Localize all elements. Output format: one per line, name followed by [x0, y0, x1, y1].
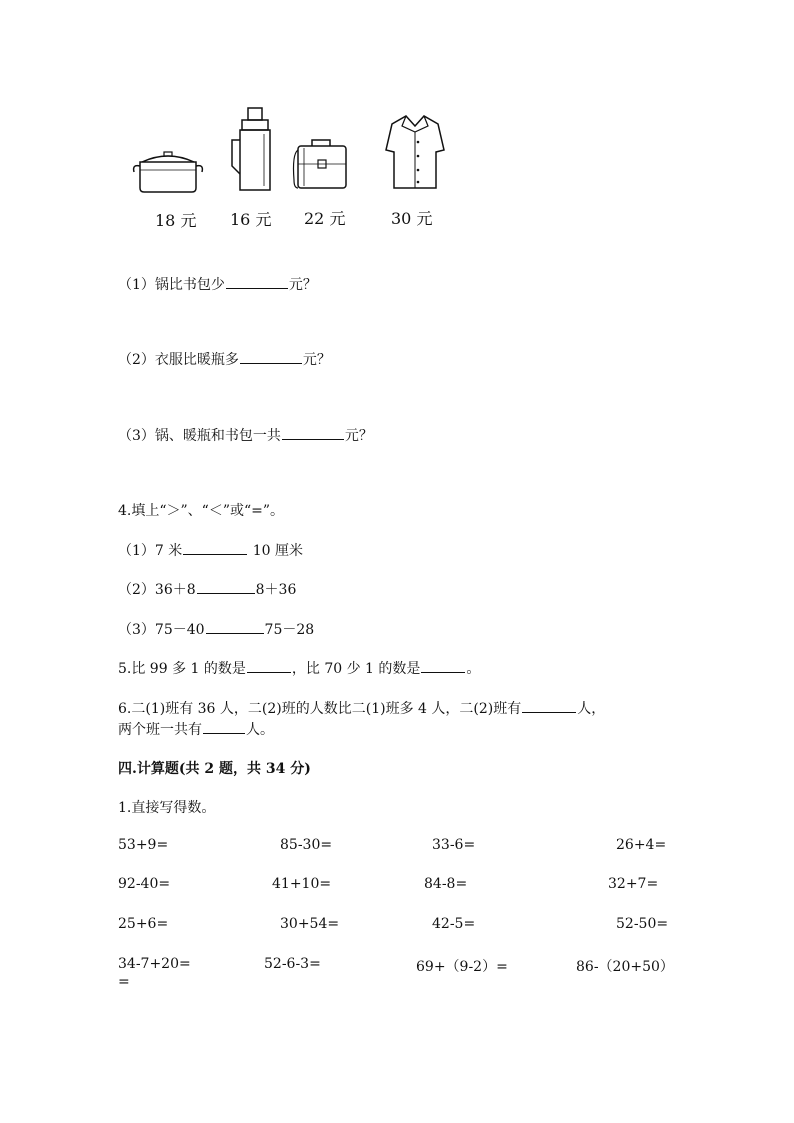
q6-line2	[118, 719, 274, 739]
calc-item: 53+9=	[118, 837, 169, 853]
q3-sub1	[118, 274, 317, 294]
thermos-price: 16 元	[230, 210, 272, 229]
calc-item: 52-6-3=	[264, 956, 321, 972]
q6-text-1: 6.二(1)班有 36 人，二(2)班的人数比二(1)班多 4 人，二(2)班有	[118, 701, 522, 717]
q3-sub2	[118, 349, 331, 369]
calc-item: 34-7+20=	[118, 956, 191, 972]
q4-sub3	[118, 619, 314, 639]
calc-item-wrap: =	[118, 974, 130, 990]
calc-item: 85-30=	[280, 837, 333, 853]
calc-item: 69+（9-2）=	[416, 959, 508, 975]
calc-item: 30+54=	[280, 916, 340, 932]
calc-item: 32+7=	[608, 876, 659, 892]
q5-text-2: ，比 70 少 1 的数是	[291, 661, 421, 677]
q4-sub2-left: （2）36＋8	[118, 582, 196, 598]
shirt-price: 30 元	[391, 209, 433, 228]
q5	[118, 658, 480, 678]
q3-sub2-text: （2）衣服比暖瓶多	[118, 352, 239, 368]
q6-text-4: 人。	[246, 722, 274, 738]
q4-sub1-right: 10 厘米	[248, 543, 303, 559]
section-title: 四.计算题(共 2 题，共 34 分)	[118, 761, 311, 777]
q5-text-3: 。	[466, 661, 481, 677]
q4-sub3-right: 75－28	[264, 622, 315, 638]
answer-blank[interactable]	[197, 579, 255, 594]
answer-blank[interactable]	[206, 619, 264, 634]
answer-blank[interactable]	[183, 540, 247, 555]
calc-item: 92-40=	[118, 876, 171, 892]
q3-sub2-unit: 元？	[302, 352, 331, 368]
calc-item: 41+10=	[272, 876, 332, 892]
calc-item: 26+4=	[616, 837, 667, 853]
answer-blank[interactable]	[240, 349, 302, 364]
calc-item: 25+6=	[118, 916, 169, 932]
q6-text-3: 两个班一共有	[118, 722, 202, 738]
bag-icon	[292, 136, 350, 192]
q5-text-1: 5.比 99 多 1 的数是	[118, 661, 246, 677]
q3-sub3	[118, 425, 373, 445]
q3-sub1-unit: 元？	[288, 277, 317, 293]
answer-blank[interactable]	[226, 274, 288, 289]
thermos-icon	[228, 106, 272, 194]
q4-sub2	[118, 579, 296, 599]
shirt-icon	[384, 112, 446, 190]
answer-blank[interactable]	[421, 658, 465, 673]
answer-blank[interactable]	[522, 698, 576, 713]
calc-item: 42-5=	[432, 916, 476, 932]
q4-sub1-left: （1）7 米	[118, 543, 183, 559]
q6-line1	[118, 698, 605, 718]
calc-item: 52-50=	[616, 916, 669, 932]
calc-title: 1.直接写得数。	[118, 800, 216, 816]
calc-item: 84-8=	[424, 876, 468, 892]
q3-sub1-text: （1）锅比书包少	[118, 277, 225, 293]
q4-title: 4.填上“＞”、“＜”或“=”。	[118, 503, 285, 519]
answer-blank[interactable]	[203, 719, 245, 734]
q4-sub3-left: （3）75－40	[118, 622, 205, 638]
q4-sub1	[118, 540, 303, 560]
answer-blank[interactable]	[247, 658, 291, 673]
q4-sub2-right: 8＋36	[255, 582, 297, 598]
pot-icon	[132, 150, 204, 194]
bag-price: 22 元	[304, 209, 346, 228]
q3-sub3-unit: 元？	[344, 428, 373, 444]
pot-price: 18 元	[155, 211, 197, 230]
calc-item: 33-6=	[432, 837, 476, 853]
q3-sub3-text: （3）锅、暖瓶和书包一共	[118, 428, 281, 444]
answer-blank[interactable]	[282, 425, 344, 440]
q6-text-2: 人，	[577, 701, 606, 717]
calc-item: 86-（20+50）	[576, 959, 674, 975]
